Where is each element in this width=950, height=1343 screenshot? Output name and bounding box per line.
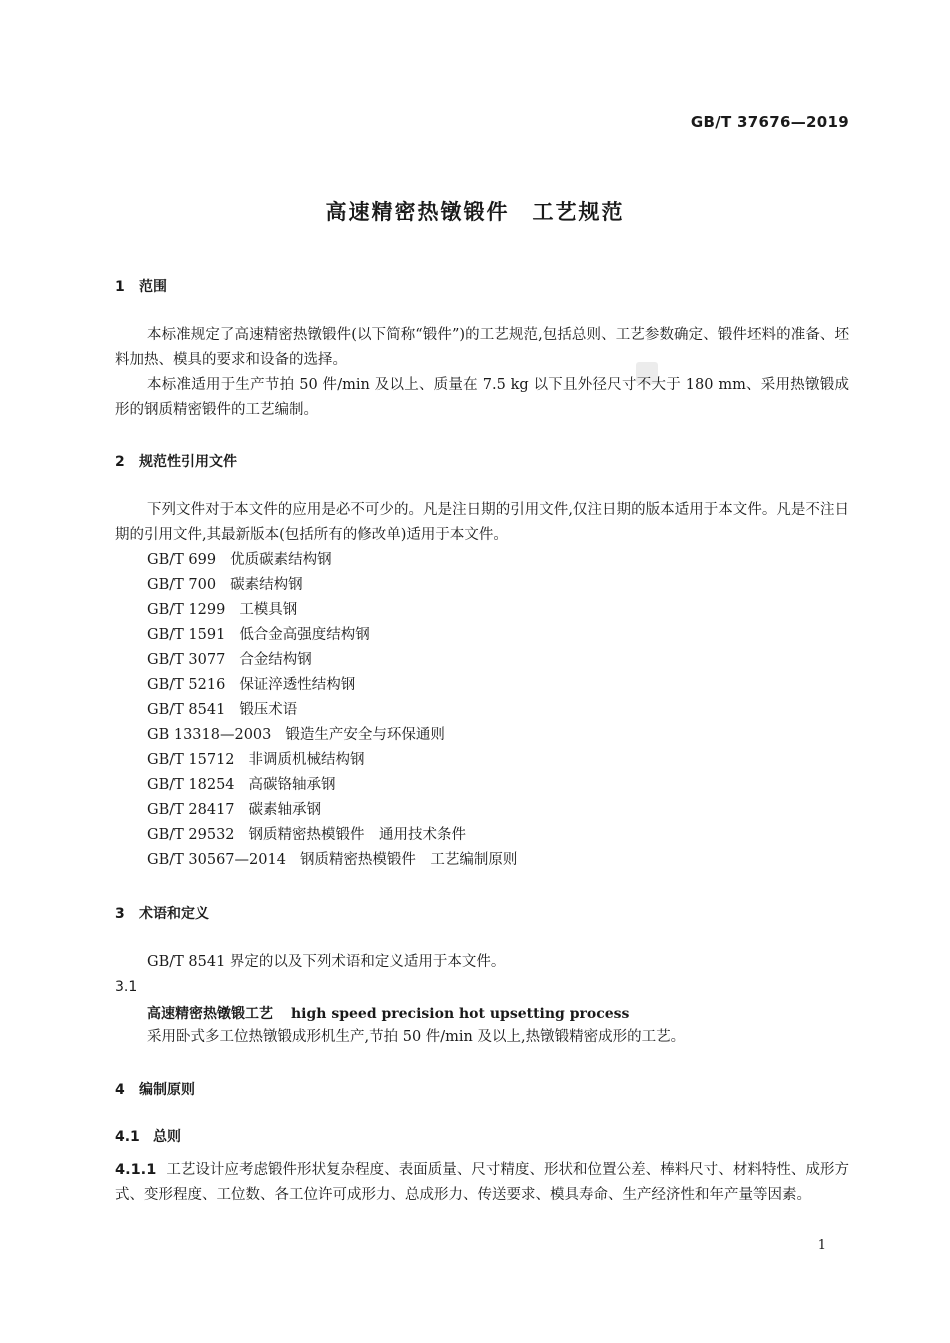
section-number: 3 bbox=[115, 906, 125, 922]
reference-code: GB/T 1591 bbox=[147, 627, 226, 643]
reference-item bbox=[147, 773, 517, 798]
reference-item bbox=[147, 598, 517, 623]
reference-title: 碳素结构钢 bbox=[230, 577, 303, 593]
reference-item bbox=[147, 673, 517, 698]
reference-item bbox=[147, 548, 517, 573]
subsection-4-1-heading bbox=[115, 1126, 181, 1146]
reference-title: 高碳铬轴承钢 bbox=[248, 777, 336, 793]
term-name bbox=[147, 1003, 629, 1023]
reference-code: GB/T 699 bbox=[147, 552, 217, 568]
subsection-title: 总则 bbox=[153, 1129, 181, 1145]
clause-text: 工艺设计应考虑锻件形状复杂程度、表面质量、尺寸精度、形状和位置公差、棒料尺寸、材料特性、成形方式、变形程度、工位数、各工位许可成形力、总成形力、传送要求、模具寿命、生产经济性和年产量等因素。 bbox=[115, 1162, 849, 1203]
reference-title: 优质碳素结构钢 bbox=[230, 552, 332, 568]
section-1-paragraph-2: 本标准适用于生产节拍 50 件/min 及以上、质量在 7.5 kg 以下且外径尺寸不大于 180 mm、采用热镦锻成形的钢质精密锻件的工艺编制。 bbox=[115, 377, 849, 418]
section-title: 术语和定义 bbox=[139, 906, 209, 922]
reference-title: 碳素轴承钢 bbox=[248, 802, 322, 818]
reference-code: GB/T 5216 bbox=[147, 677, 226, 693]
reference-code: GB/T 15712 bbox=[147, 752, 235, 768]
reference-item bbox=[147, 573, 517, 598]
reference-code: GB/T 8541 bbox=[147, 702, 226, 718]
section-2-intro: 下列文件对于本文件的应用是必不可少的。凡是注日期的引用文件,仅注日期的版本适用于本文件。凡是不注日期的引用文件,其最新版本(包括所有的修改单)适用于本文件。 bbox=[115, 502, 849, 543]
reference-item bbox=[147, 798, 517, 823]
standard-number: GB/T 37676—2019 bbox=[690, 113, 849, 131]
page-number: 1 bbox=[817, 1238, 826, 1253]
reference-title: 保证淬透性结构钢 bbox=[239, 677, 356, 693]
reference-item bbox=[147, 723, 517, 748]
reference-code: GB/T 1299 bbox=[147, 602, 226, 618]
reference-title: 锻压术语 bbox=[239, 702, 298, 718]
document-title: 高速精密热镦锻件 工艺规范 bbox=[325, 200, 625, 224]
section-number: 1 bbox=[115, 279, 125, 295]
reference-item bbox=[147, 623, 517, 648]
section-1-heading bbox=[115, 276, 167, 296]
reference-item bbox=[147, 848, 517, 873]
subsection-number: 4.1 bbox=[115, 1129, 140, 1145]
section-1-paragraph-1: 本标准规定了高速精密热镦锻件(以下简称“锻件”)的工艺规范,包括总则、工艺参数确定、锻件坯料的准备、坯料加热、模具的要求和设备的选择。 bbox=[115, 327, 849, 368]
section-3-intro: GB/T 8541 界定的以及下列术语和定义适用于本文件。 bbox=[147, 954, 506, 970]
section-number: 4 bbox=[115, 1082, 125, 1098]
section-3-heading bbox=[115, 903, 209, 923]
reference-code: GB/T 30567—2014 bbox=[147, 852, 286, 868]
term-definition: 采用卧式多工位热镦锻成形机生产,节拍 50 件/min 及以上,热镦锻精密成形的工艺。 bbox=[147, 1029, 686, 1045]
reference-code: GB/T 29532 bbox=[147, 827, 235, 843]
section-4-heading bbox=[115, 1079, 195, 1099]
reference-title: 锻造生产安全与环保通则 bbox=[285, 727, 445, 743]
term-name-en: high speed precision hot upsetting process bbox=[291, 1006, 630, 1022]
reference-item bbox=[147, 698, 517, 723]
section-number: 2 bbox=[115, 454, 125, 470]
reference-title: 工模具钢 bbox=[239, 602, 298, 618]
reference-title: 合金结构钢 bbox=[239, 652, 312, 668]
reference-title: 钢质精密热模锻件 通用技术条件 bbox=[248, 827, 467, 843]
term-name-zh: 高速精密热镦锻工艺 bbox=[147, 1006, 273, 1022]
section-title: 范围 bbox=[139, 279, 167, 295]
reference-title: 钢质精密热模锻件 工艺编制原则 bbox=[299, 852, 518, 868]
reference-title: 非调质机械结构钢 bbox=[248, 752, 365, 768]
reference-code: GB/T 3077 bbox=[147, 652, 226, 668]
reference-item bbox=[147, 823, 517, 848]
section-title: 规范性引用文件 bbox=[139, 454, 237, 470]
reference-title: 低合金高强度结构钢 bbox=[239, 627, 370, 643]
section-title: 编制原则 bbox=[139, 1082, 195, 1098]
section-2-heading bbox=[115, 451, 237, 471]
reference-code: GB/T 28417 bbox=[147, 802, 235, 818]
reference-code: GB/T 18254 bbox=[147, 777, 235, 793]
reference-item bbox=[147, 648, 517, 673]
reference-item bbox=[147, 748, 517, 773]
normative-reference-list bbox=[147, 548, 517, 873]
clause-4-1-1 bbox=[115, 1158, 849, 1208]
clause-number: 4.1.1 bbox=[115, 1162, 157, 1178]
reference-code: GB 13318—2003 bbox=[147, 727, 272, 743]
term-number: 3.1 bbox=[115, 979, 138, 995]
reference-code: GB/T 700 bbox=[147, 577, 217, 593]
